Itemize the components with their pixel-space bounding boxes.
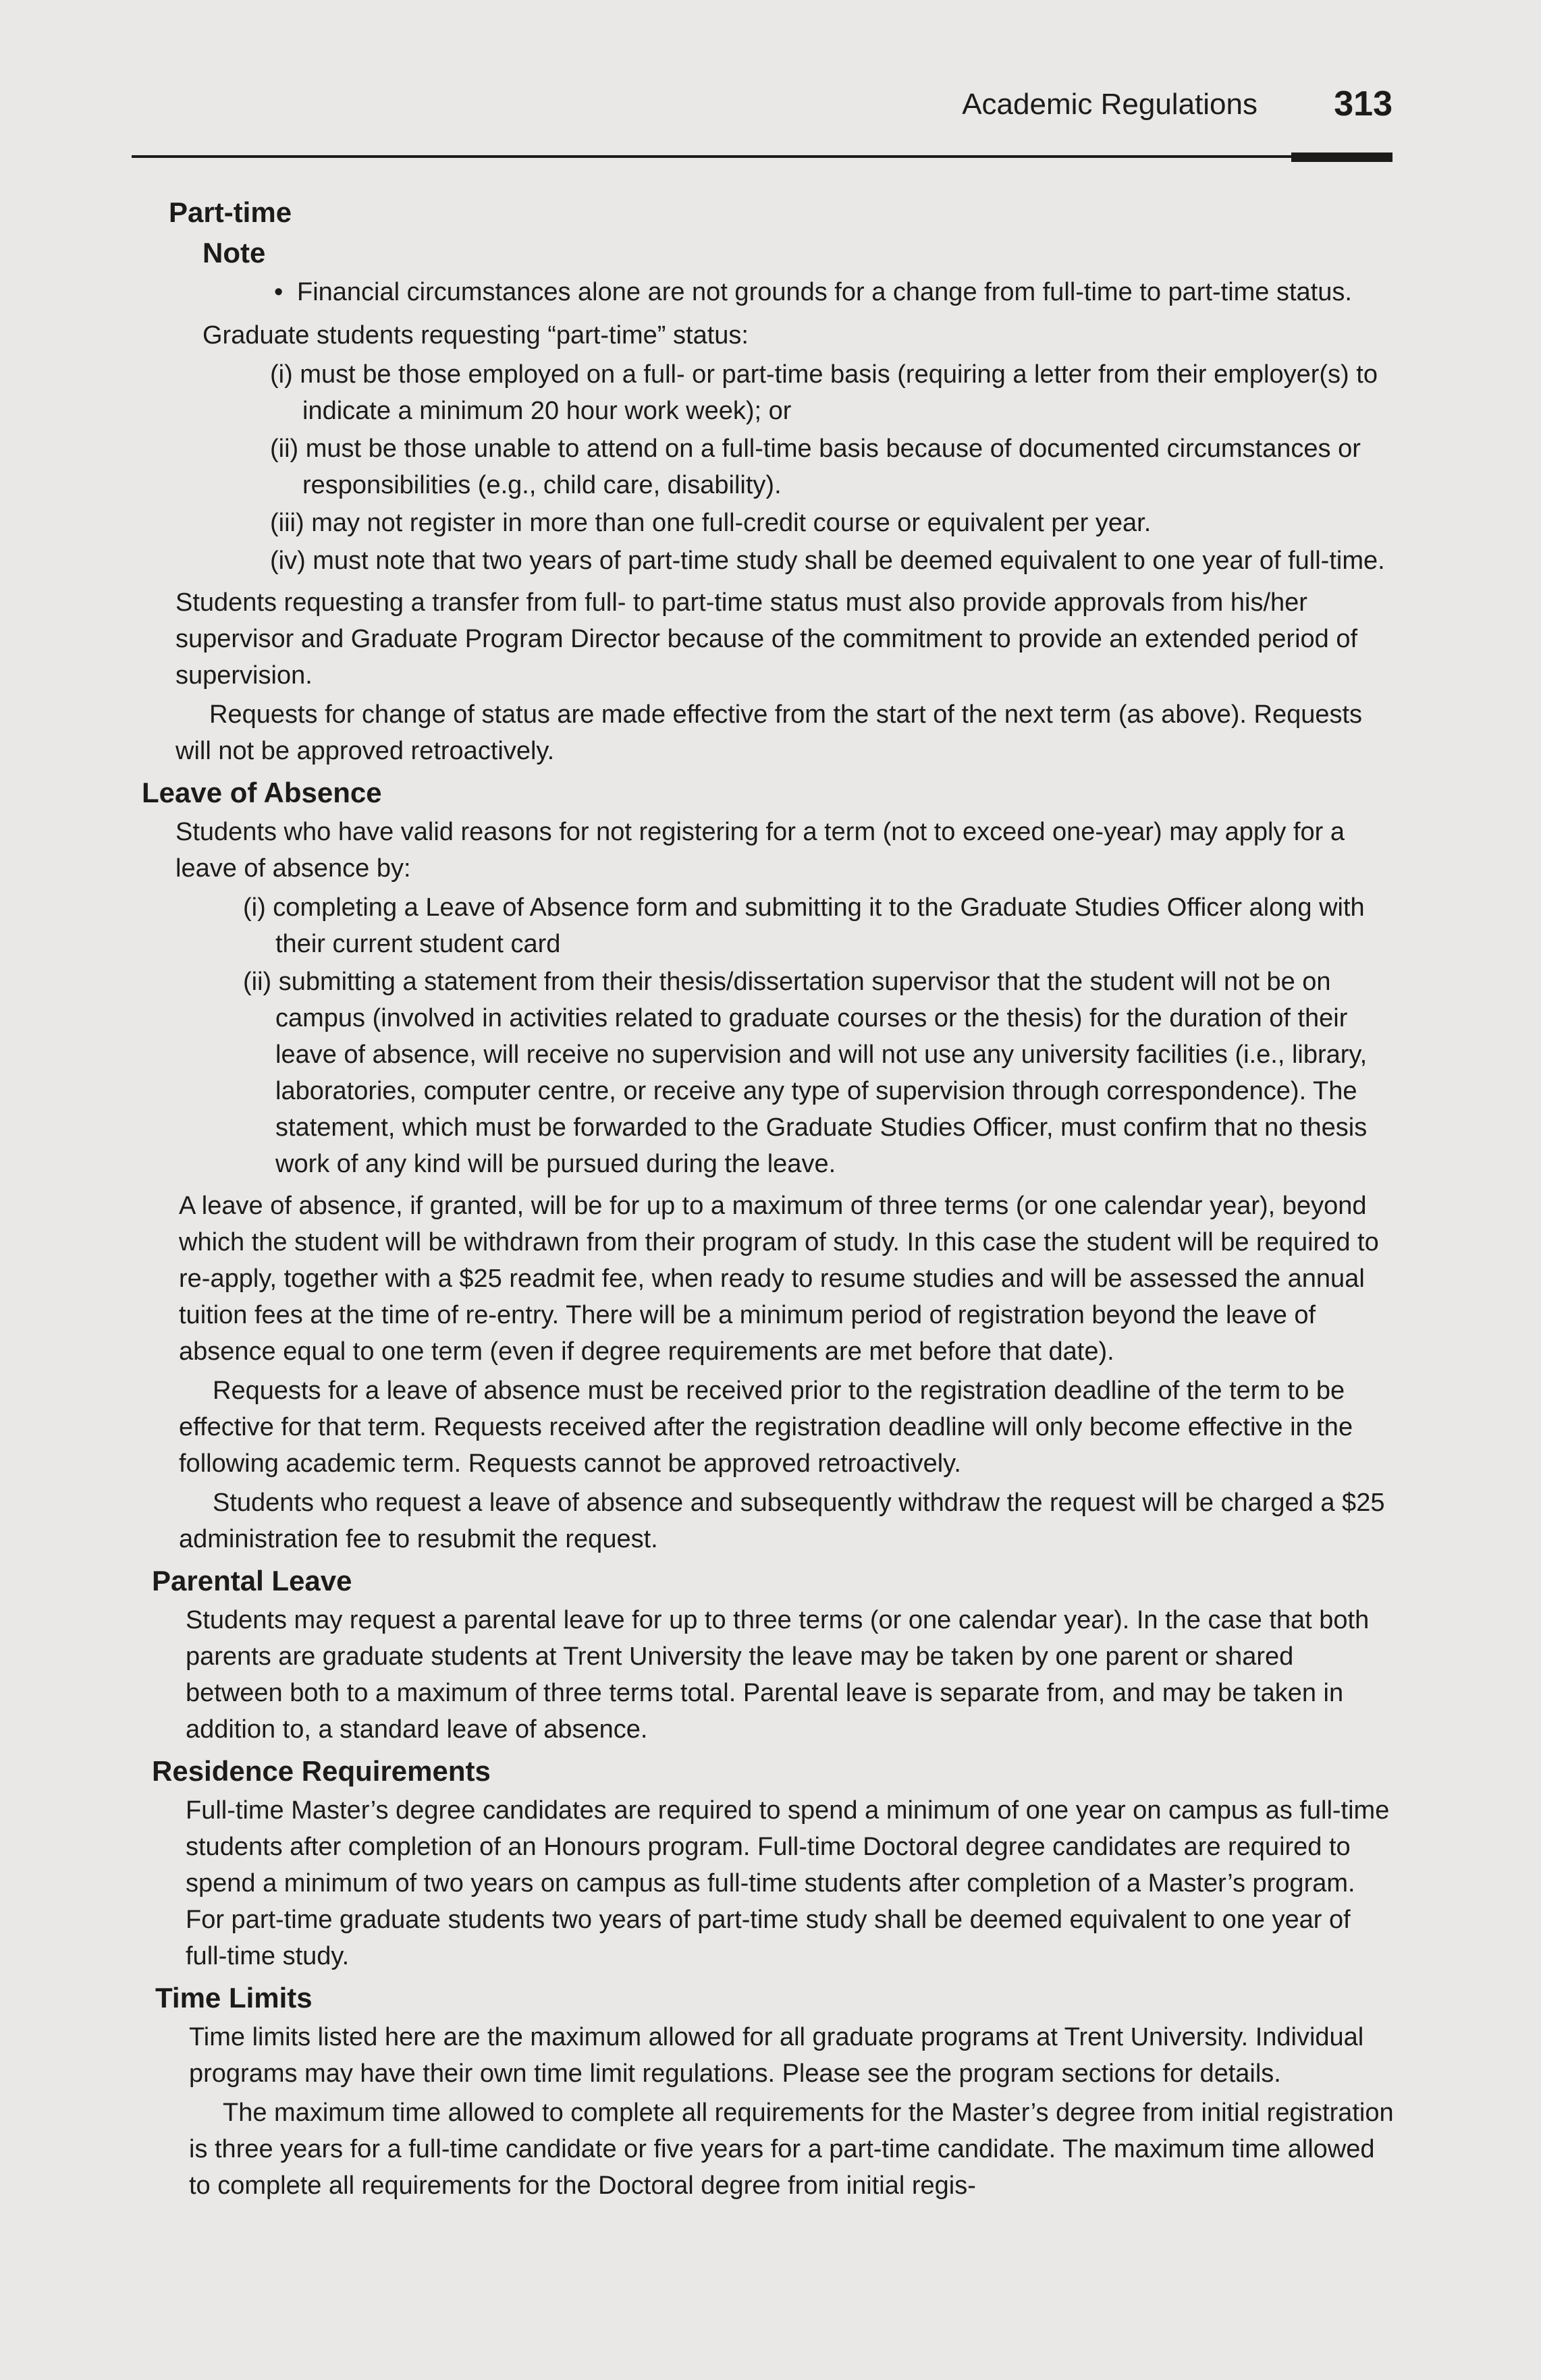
part-time-intro: Graduate students requesting “part-time” status: [202, 321, 749, 350]
part-time-requests-paragraph: Requests for change of status are made effective from the start of the next term (as above). Requests will not be approved retroactively. [175, 700, 1363, 765]
page-number: 313 [1334, 84, 1393, 123]
note-bullet: • Financial circumstances alone are not grounds for a change from full-time to part-time status. [297, 274, 1397, 310]
parental-leave-paragraph: Students may request a parental leave for up to three terms (or one calendar year). In the case that both parents are graduate students at Trent University the leave may be taken by one parent or shared between both to a maximum of three terms total. Parental leave is separate from, and may be taken in addition to, a standard leave of absence. [186, 1606, 1370, 1744]
leave-withdraw-paragraph: Students who request a leave of absence and subsequently withdraw the request will be charged a $25 administration fee to resubmit the request. [179, 1489, 1385, 1553]
part-time-condition-1: (i) must be those employed on a full- or part-time basis (requiring a letter from their employer(s) to indicate a minimum 20 hour work week); or [270, 360, 1378, 425]
part-time-condition-3: (iii) may not register in more than one full-credit course or equivalent per year. [270, 509, 1152, 537]
leave-duration-paragraph: A leave of absence, if granted, will be for up to a maximum of three terms (or one calendar year), beyond which the student will be withdrawn from their program of study. In this case the student will be required to re-apply, together with a $25 readmit fee, when ready to resume studies and will be assessed the annual tuition fees at the time of re-entry. There will be a minimum period of registration beyond the leave of absence equal to one term (even if degree requirements are met before that date). [179, 1192, 1379, 1366]
residence-paragraph: Full-time Master’s degree candidates are required to spend a minimum of one year on campus as full-time students after completion of an Honours program. Full-time Doctoral degree candidates are required to spend a minimum of two years on campus as full-time students after completion of a Master’s program. For part-time graduate students two years of part-time study shall be deemed equivalent to one year of full-time study. [186, 1796, 1390, 1970]
heading-residence-requirements: Residence Requirements [152, 1755, 491, 1787]
part-time-condition-4: (iv) must note that two years of part-time study shall be deemed equivalent to one year of full-time. [270, 547, 1385, 575]
note-list [142, 274, 1397, 310]
part-time-transfer-paragraph: Students requesting a transfer from full- to part-time status must also provide approvals from his/her supervisor and Graduate Program Director because of the commitment to provide an extended period of supervision. [175, 588, 1358, 690]
heading-time-limits: Time Limits [155, 1982, 313, 2014]
part-time-conditions [142, 356, 1397, 579]
header-rule-accent [1291, 153, 1393, 162]
leave-intro: Students who have valid reasons for not registering for a term (not to exceed one-year) may apply for a leave of absence by: [175, 818, 1345, 883]
running-header [132, 81, 1393, 158]
heading-note: Note [202, 237, 266, 269]
running-header-title: Academic Regulations [962, 88, 1258, 121]
time-limits-paragraph-2: The maximum time allowed to complete all requirements for the Master’s degree from initial registration is three years for a full-time candidate or five years for a part-time candidate. The maximum time allowed to complete all requirements for the Doctoral degree from initial regis- [189, 2099, 1394, 2200]
leave-deadline-paragraph: Requests for a leave of absence must be received prior to the registration deadline of the term to be effective for that term. Requests received after the registration deadline will only become effective in the following academic term. Requests cannot be approved retroactively. [179, 1377, 1353, 1478]
leave-steps [142, 889, 1397, 1182]
heading-part-time: Part-time [169, 196, 292, 228]
leave-step-2: (ii) submitting a statement from their thesis/dissertation supervisor that the student will not be on campus (involved in activities related to graduate courses or the thesis) for the duration of their leave of absence, will receive no supervision and will not use any university facilities (i.e., library, laboratories, computer centre, or receive any type of supervision through correspondence). The statement, which must be forwarded to the Graduate Studies Officer, must confirm that no thesis work of any kind will be pursued during the leave. [243, 968, 1368, 1178]
leave-step-1: (i) completing a Leave of Absence form and submitting it to the Graduate Studies Officer along with their current student card [243, 893, 1365, 958]
time-limits-paragraph-1: Time limits listed here are the maximum allowed for all graduate programs at Trent University. Individual programs may have their own time limit regulations. Please see the program sections for details. [189, 2023, 1364, 2088]
part-time-condition-2: (ii) must be those unable to attend on a full-time basis because of documented circumstances or responsibilities (e.g., child care, disability). [270, 435, 1361, 499]
heading-parental-leave: Parental Leave [152, 1565, 352, 1597]
heading-leave-of-absence: Leave of Absence [142, 777, 382, 808]
page-body [142, 189, 1397, 2207]
